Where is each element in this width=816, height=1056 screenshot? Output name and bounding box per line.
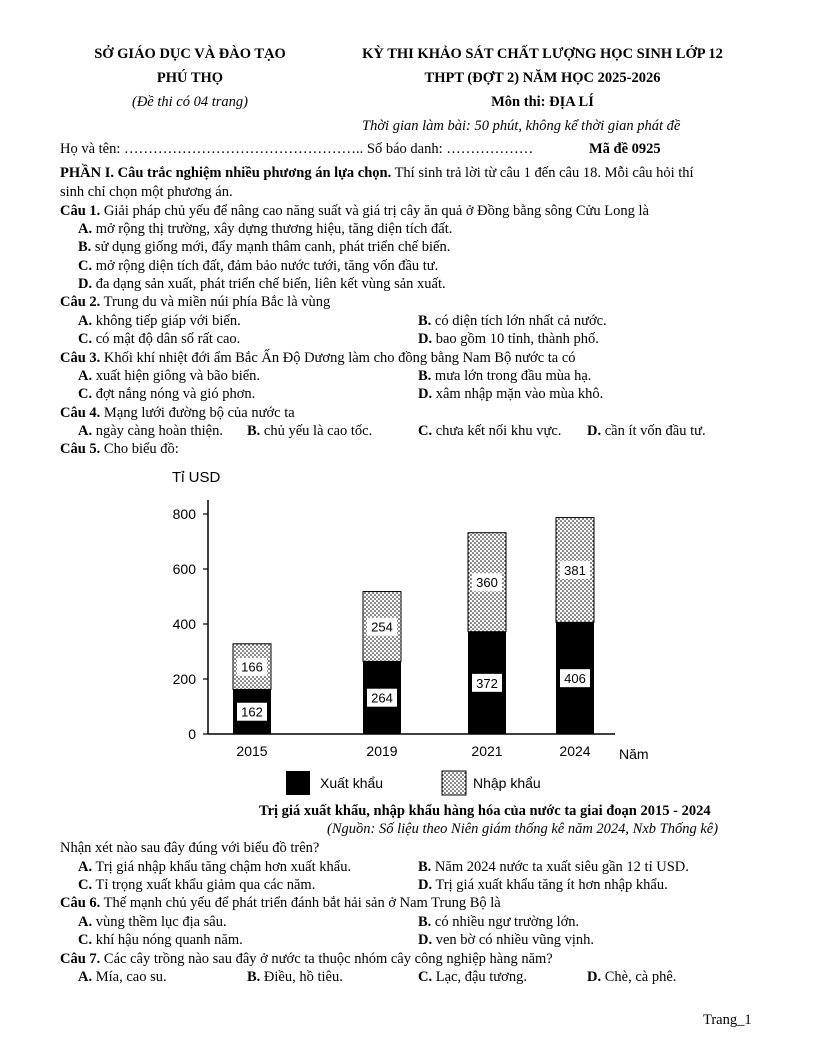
trade-chart — [150, 462, 710, 802]
q2-option-d[interactable]: D. bao gồm 10 tỉnh, thành phố. — [418, 331, 599, 347]
chart-caption: Trị giá xuất khẩu, nhập khẩu hàng hóa của nước ta giai đoạn 2015 - 2024 — [259, 803, 711, 819]
q2-option-c[interactable]: C. có mật độ dân số rất cao. — [78, 331, 241, 347]
q7-option-a[interactable]: A. Mía, cao su. — [78, 969, 167, 985]
q5-option-d[interactable]: D. Trị giá xuất khẩu tăng ít hơn nhập khẩu. — [418, 877, 668, 893]
legend-import-swatch — [442, 771, 466, 795]
q6-option-c[interactable]: C. khí hậu nóng quanh năm. — [78, 932, 243, 948]
question-3: Câu 3. Khối khí nhiệt đới ẩm Bắc Ấn Độ Dương làm cho đồng bằng Nam Bộ nước ta có — [60, 350, 576, 366]
dept-name: SỞ GIÁO DỤC VÀ ĐÀO TẠO — [94, 46, 286, 62]
export-value-label: 406 — [564, 671, 586, 687]
q6-option-d[interactable]: D. ven bờ có nhiều vũng vịnh. — [418, 932, 595, 948]
legend-export-swatch — [286, 771, 310, 795]
x-axis-label: Năm — [619, 746, 649, 762]
import-value-label: 254 — [371, 619, 393, 635]
q1-option-d[interactable]: D. đa dạng sản xuất, phát triển chế biến, liên kết vùng sản xuất. — [78, 276, 446, 292]
exam-subtitle: THPT (ĐỢT 2) NĂM HỌC 2025-2026 — [424, 70, 661, 86]
part1-line1: PHẦN I. Câu trắc nghiệm nhiều phương án lựa chọn. Thí sinh trả lời từ câu 1 đến câu 18. Mỗi câu hỏi thí — [60, 165, 694, 181]
y-tick-label: 600 — [172, 561, 196, 577]
x-tick-label: 2024 — [559, 743, 591, 759]
q1-option-a[interactable]: A. mở rộng thị trường, xây dựng thương hiệu, tăng diện tích đất. — [78, 221, 453, 237]
page-number: Trang_1 — [703, 1012, 752, 1028]
x-tick-label: 2021 — [471, 743, 503, 759]
question-7: Câu 7. Các cây trồng nào sau đây ở nước ta thuộc nhóm cây công nghiệp hàng năm? — [60, 951, 553, 967]
y-tick-label: 400 — [172, 616, 196, 632]
q3-option-b[interactable]: B. mưa lớn trong đầu mùa hạ. — [418, 368, 592, 384]
q5-option-c[interactable]: C. Tỉ trọng xuất khẩu giảm qua các năm. — [78, 877, 316, 893]
exam-code: Mã đề 0925 — [589, 141, 661, 157]
export-value-label: 162 — [241, 704, 263, 720]
import-value-label: 166 — [241, 659, 263, 675]
time-note: Thời gian làm bài: 50 phút, không kể thời gian phát đề — [362, 118, 681, 134]
page-count-note: (Đề thi có 04 trang) — [132, 94, 248, 110]
y-tick-label: 0 — [188, 726, 196, 742]
q3-option-c[interactable]: C. đợt nắng nóng và gió phơn. — [78, 386, 256, 402]
q6-option-b[interactable]: B. có nhiều ngư trường lớn. — [418, 914, 580, 930]
import-value-label: 360 — [476, 575, 498, 591]
export-value-label: 264 — [371, 690, 393, 706]
legend-export-label: Xuất khẩu — [320, 775, 384, 791]
import-value-label: 381 — [564, 562, 586, 578]
question-6: Câu 6. Thế mạnh chủ yếu để phát triển đánh bắt hải sản ở Nam Trung Bộ là — [60, 895, 501, 911]
q4-option-b[interactable]: B. chủ yếu là cao tốc. — [247, 423, 373, 439]
q5-option-a[interactable]: A. Trị giá nhập khẩu tăng chậm hơn xuất khẩu. — [78, 859, 352, 875]
x-tick-label: 2019 — [366, 743, 398, 759]
part1-line2: sinh chỉ chọn một phương án. — [60, 184, 233, 200]
exam-title: KỲ THI KHẢO SÁT CHẤT LƯỢNG HỌC SINH LỚP 12 — [362, 46, 723, 62]
q4-option-a[interactable]: A. ngày càng hoàn thiện. — [78, 423, 223, 439]
q4-option-d[interactable]: D. cần ít vốn đầu tư. — [587, 423, 706, 439]
q1-option-c[interactable]: C. mở rộng diện tích đất, đảm bảo nước tưới, tăng vốn đầu tư. — [78, 258, 439, 274]
subject: Môn thi: ĐỊA LÍ — [491, 94, 594, 110]
question-2: Câu 2. Trung du và miền núi phía Bắc là vùng — [60, 294, 331, 310]
q2-option-b[interactable]: B. có diện tích lớn nhất cả nước. — [418, 313, 607, 329]
x-tick-label: 2015 — [236, 743, 268, 759]
q7-option-c[interactable]: C. Lạc, đậu tương. — [418, 969, 527, 985]
question-4: Câu 4. Mạng lưới đường bộ của nước ta — [60, 405, 295, 421]
q6-option-a[interactable]: A. vùng thềm lục địa sâu. — [78, 914, 227, 930]
q2-option-a[interactable]: A. không tiếp giáp với biển. — [78, 313, 241, 329]
candidate-info: Họ và tên: ………………………………………….. Số báo danh: ……………… — [60, 141, 534, 157]
y-tick-label: 800 — [172, 506, 196, 522]
q1-option-b[interactable]: B. sử dụng giống mới, đẩy mạnh thâm canh, phát triển chế biến. — [78, 239, 451, 255]
q4-option-c[interactable]: C. chưa kết nối khu vực. — [418, 423, 562, 439]
q5-prompt: Nhận xét nào sau đây đúng với biểu đồ trên? — [60, 840, 320, 856]
chart-source: (Nguồn: Số liệu theo Niên giám thống kê năm 2024, Nxb Thống kê) — [327, 821, 719, 837]
export-value-label: 372 — [476, 675, 498, 691]
q5-option-b[interactable]: B. Năm 2024 nước ta xuất siêu gần 12 tỉ USD. — [418, 859, 689, 875]
y-axis-label: Tỉ USD — [172, 469, 221, 486]
q3-option-a[interactable]: A. xuất hiện giông và bão biển. — [78, 368, 261, 384]
y-tick-label: 200 — [172, 671, 196, 687]
legend-import-label: Nhập khẩu — [473, 775, 541, 791]
province-name: PHÚ THỌ — [156, 70, 224, 86]
question-1: Câu 1. Giải pháp chủ yếu để nâng cao năng suất và giá trị cây ăn quả ở Đồng bằng sông Cửu Long là — [60, 203, 649, 219]
q7-option-d[interactable]: D. Chè, cà phê. — [587, 969, 677, 985]
q3-option-d[interactable]: D. xâm nhập mặn vào mùa khô. — [418, 386, 604, 402]
q7-option-b[interactable]: B. Điều, hồ tiêu. — [247, 969, 343, 985]
question-5: Câu 5. Cho biểu đồ: — [60, 441, 179, 457]
